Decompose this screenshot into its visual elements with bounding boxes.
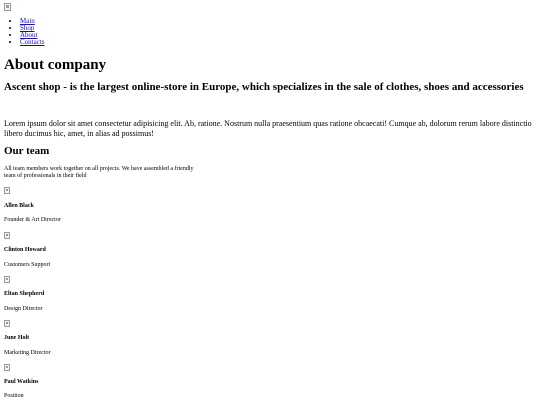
member-role: Founder & Art Director — [4, 217, 61, 223]
logo-broken-image-icon[interactable] — [4, 3, 11, 11]
nav-link-shop[interactable]: Shop — [20, 24, 35, 32]
nav-item-contacts — [20, 39, 45, 46]
nav-link-main[interactable]: Main — [20, 17, 35, 25]
member-name: Allen Black — [4, 203, 34, 209]
nav-link-about[interactable]: About — [20, 31, 38, 39]
member-name: Eltan Shepherd — [4, 291, 45, 297]
company-intro-text: Lorem ipsum dolor sit amet consectetur adipisicing elit. Ab, ratione. Nostrum nulla praesentium quas ratione obcaecati! Cumque ab, dolorum rerum labore distinctio libero ducimus hic, amet, in alias ad possimus! — [4, 119, 532, 138]
page-title: About company — [4, 57, 107, 73]
member-name: Paul Watkins — [4, 379, 39, 385]
team-heading: Our team — [4, 145, 50, 157]
member-name: Clinton Howard — [4, 247, 46, 253]
member-photo-broken-image-icon — [4, 320, 10, 327]
member-photo-broken-image-icon — [4, 232, 10, 239]
member-role: Position — [4, 393, 24, 399]
nav-link-contacts[interactable]: Contacts — [20, 38, 45, 46]
member-role: Marketing Director — [4, 350, 51, 356]
member-photo-broken-image-icon — [4, 187, 10, 194]
company-subtitle: Ascent shop - is the largest online-store in Europe, which specializes in the sale of clothes, shoes and accessories — [4, 81, 524, 93]
member-name: June Holt — [4, 335, 30, 341]
main-navigation — [10, 18, 45, 46]
member-role: Design Director — [4, 306, 43, 312]
member-photo-broken-image-icon — [4, 276, 10, 283]
member-photo-broken-image-icon — [4, 364, 10, 371]
member-role: Customers Support — [4, 262, 51, 268]
team-description: All team members work together on all projects. We have assembled a friendly team of professionals in their field — [4, 166, 194, 179]
